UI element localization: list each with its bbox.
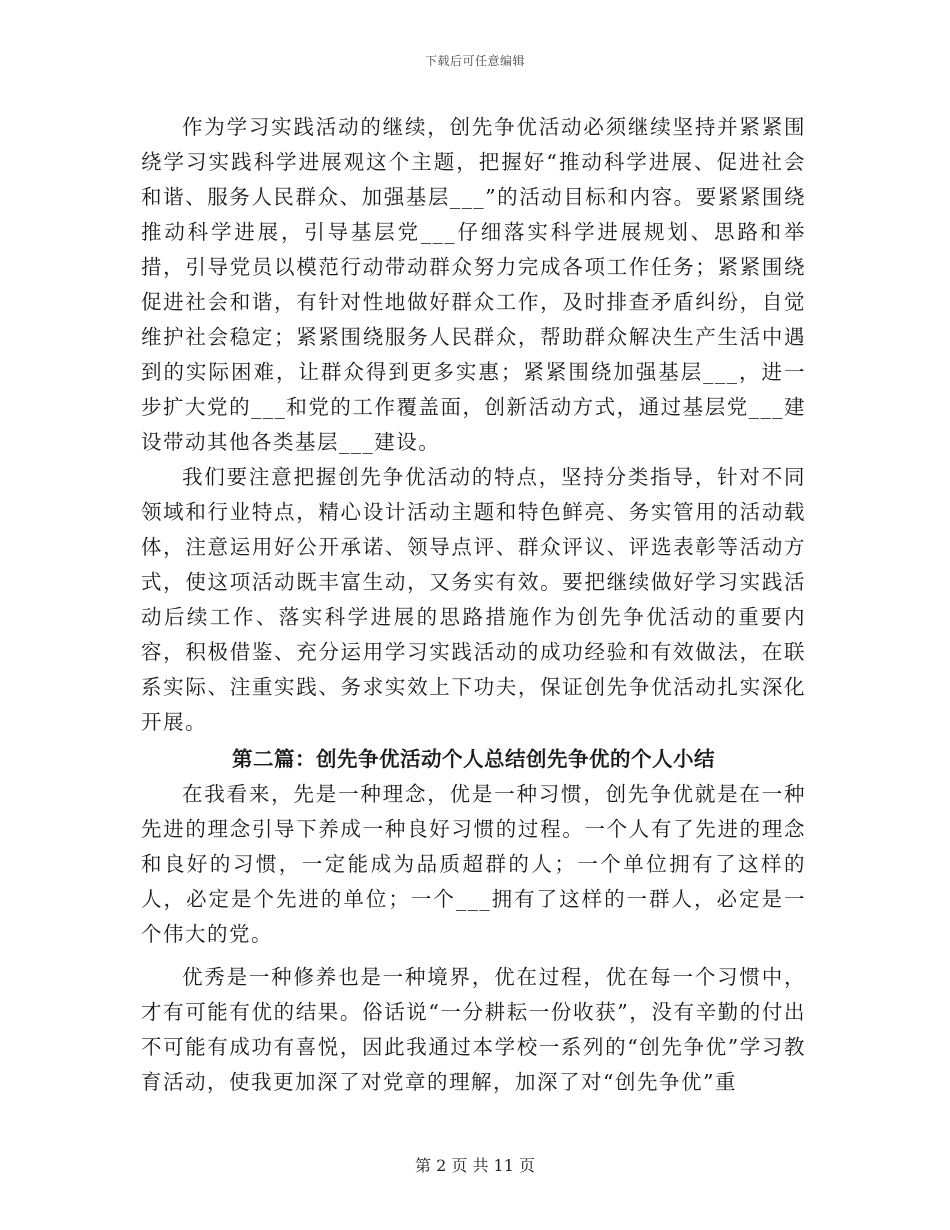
section-heading: 第二篇：创先争优活动个人总结创先争优的个人小结 <box>232 747 715 771</box>
paragraph-study-practice-continuation: 作为学习实践活动的继续，创先争优活动必须继续坚持并紧紧围绕学习实践科学进展观这个主题，把握好“推动科学进展、促进社会和谐、服务人民群众、加强基层___”的活动目标和内容。要紧紧围绕推动科学进展，引导基层党___仔细落实科学进展规划、思路和举措，引导党员以模范行动带动群众努力完成各项工作任务；紧紧围绕促进社会和谐，有针对性地做好群众工作，及时排查矛盾纠纷，自觉维护社会稳定；紧紧围绕服务人民群众，帮助群众解决生产生活中遇到的实际困难，让群众得到更多实惠；紧紧围绕加强基层___，进一步扩大党的___和党的工作覆盖面，创新活动方式，通过基层党___建设带动其他各类基层___建设。 <box>141 115 806 454</box>
paragraph-pioneer-concept: 在我看来，先是一种理念，优是一种习惯，创先争优就是在一种先进的理念引导下养成一种良好习惯的过程。一个人有了先进的理念和良好的习惯，一定能成为品质超群的人；一个单位拥有了这样的人，必定是个先进的单位；一个___拥有了这样的一群人，必定是一个伟大的党。 <box>141 782 806 946</box>
paragraph-activity-characteristics: 我们要注意把握创先争优活动的特点，坚持分类指导，针对不同领域和行业特点，精心设计活动主题和特色鲜亮、务实管用的活动载体，注意运用好公开承诺、领导点评、群众评议、评选表彰等活动方式，使这项活动既丰富生动，又务实有效。要把继续做好学习实践活动后续工作、落实科学进展的思路措施作为创先争优活动的重要内容，积极借鉴、充分运用学习实践活动的成功经验和有效做法，在联系实际、注重实践、务求实效上下功夫，保证创先争优活动扎实深化开展。 <box>141 465 806 734</box>
page-header: 下载后可任意编辑 <box>424 54 525 68</box>
page-number: 第 2 页 共 11 页 <box>415 1156 535 1175</box>
paragraph-excellence-cultivation: 优秀是一种修养也是一种境界，优在过程，优在每一个习惯中，才有可能有优的结果。俗话说“一分耕耘一份收获”，没有辛勤的付出不可能有成功有喜悦，因此我通过本学校一系列的“创先争优”学习教育活动，使我更加深了对党章的理解，加深了对“创先争优”重 <box>141 965 806 1094</box>
document-body <box>141 110 806 1100</box>
